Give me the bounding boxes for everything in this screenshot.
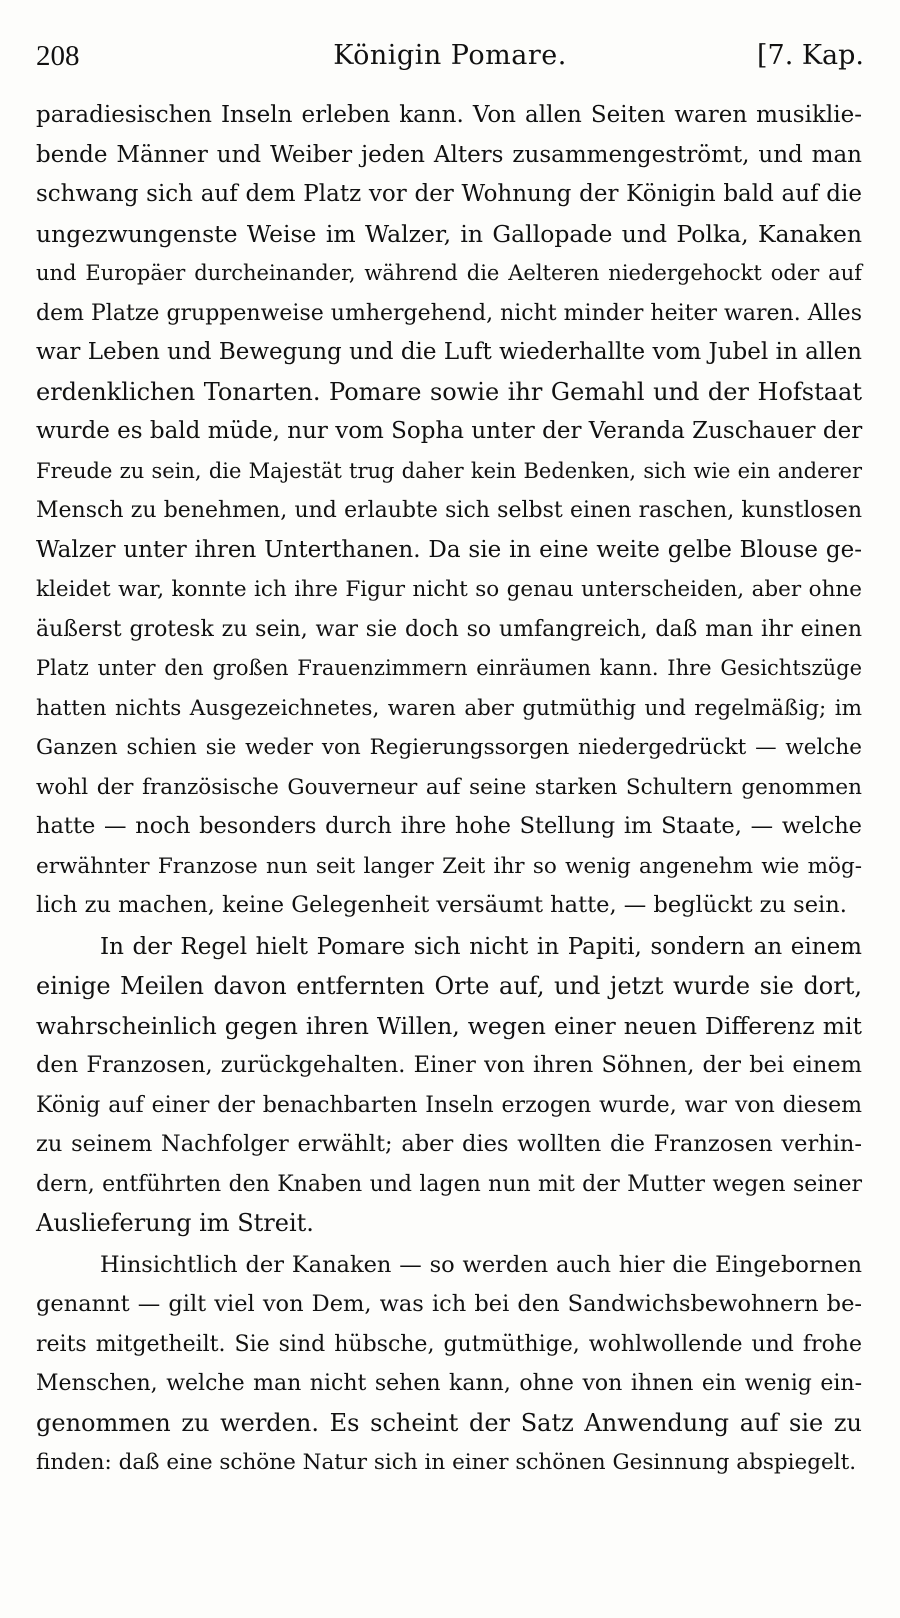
text-line: kleidet war, konnte ich ihre Figur nicht so genau unterscheiden, aber ohne	[36, 577, 862, 602]
text-line: hatte — noch besonders durch ihre hohe Stellung im Staate, — welche	[36, 813, 862, 839]
text-line: Mensch zu benehmen, und erlaubte sich selbst einen raschen, kunstlosen	[36, 498, 862, 523]
text-line: wahrscheinlich gegen ihren Willen, wegen einer neuen Differenz mit	[36, 1011, 862, 1040]
text-line: dern, entführten den Knaben und lagen nun mit der Mutter wegen seiner	[36, 1171, 862, 1197]
text-line: erdenklichen Tonarten. Pomare sowie ihr Gemahl und der Hofstaat	[36, 377, 862, 406]
text-line: schwang sich auf dem Platz vor der Wohnung der Königin bald auf die	[36, 181, 862, 207]
text-line: bende Männer und Weiber jeden Alters zusammengeströmt, und man	[36, 141, 862, 168]
text-line: dem Platze gruppenweise umhergehend, nicht minder heiter waren. Alles	[36, 300, 862, 326]
text-line: wurde es bald müde, nur vom Sopha unter der Veranda Zuschauer der	[36, 418, 863, 444]
text-line: Freude zu sein, die Majestät trug daher kein Bedenken, sich wie ein anderer	[36, 458, 862, 483]
page-header	[36, 36, 864, 76]
text-line: den Franzosen, zurückgehalten. Einer von ihren Söhnen, der bei einem	[36, 1052, 862, 1078]
text-line: erwähnter Franzose nun seit langer Zeit ihr so wenig angenehm wie mög-	[36, 853, 862, 879]
paragraph	[36, 1246, 862, 1483]
text-line: In der Regel hielt Pomare sich nicht in Papiti, sondern an einem	[100, 933, 862, 960]
paragraph	[36, 928, 862, 1244]
text-line: ungezwungenste Weise im Walzer, in Gallopade und Polka, Kanaken	[36, 219, 862, 248]
text-line: äußerst grotesk zu sein, war sie doch so umfangreich, daß man ihr einen	[36, 616, 862, 642]
text-line: genommen zu werden. Es scheint der Satz Anwendung auf sie zu	[36, 1408, 862, 1437]
text-line: reits mitgetheilt. Sie sind hübsche, gutmüthige, wohlwollende und frohe	[36, 1331, 862, 1357]
text-line: einige Meilen davon entfernten Orte auf, und jetzt wurde sie dort,	[36, 972, 862, 1000]
text-line: Walzer unter ihren Unterthanen. Da sie in eine weite gelbe Blouse ge-	[36, 536, 862, 563]
body-text	[36, 96, 862, 1483]
text-line: wohl der französische Gouverneur auf seine starken Schultern genommen	[36, 774, 862, 800]
text-line: zu seinem Nachfolger erwählt; aber dies wollten die Franzosen verhin-	[36, 1131, 862, 1157]
text-line: Hinsichtlich der Kanaken — so werden auch hier die Eingebornen	[100, 1251, 862, 1278]
text-line: Menschen, welche man nicht sehen kann, ohne von ihnen ein wenig ein-	[36, 1371, 862, 1396]
page-number: 208	[36, 40, 80, 72]
text-line: war Leben und Bewegung und die Luft wiederhallte vom Jubel in allen	[36, 339, 862, 365]
text-line: lich zu machen, keine Gelegenheit versäumt hatte, — beglückt zu sein.	[36, 892, 847, 918]
text-line: paradiesischen Inseln erleben kann. Von allen Seiten waren musiklie-	[36, 102, 862, 128]
text-line: Auslieferung im Streit.	[36, 1209, 314, 1237]
text-line: genannt — gilt viel von Dem, was ich bei den Sandwichsbewohnern be-	[36, 1291, 862, 1317]
text-line: und Europäer durcheinander, während die Aelteren niedergehockt oder auf	[36, 261, 862, 285]
chapter-reference: [7. Kap.	[756, 40, 864, 71]
running-title: Königin Pomare.	[333, 40, 567, 71]
text-line: finden: daß eine schöne Natur sich in einer schönen Gesinnung abspiegelt.	[36, 1450, 857, 1475]
paragraph	[36, 96, 862, 926]
text-line: König auf einer der benachbarten Inseln erzogen wurde, war von diesem	[36, 1092, 862, 1118]
text-line: hatten nichts Ausgezeichnetes, waren aber gutmüthig und regelmäßig; im	[36, 695, 862, 721]
text-line: Platz unter den großen Frauenzimmern einräumen kann. Ihre Gesichtszüge	[36, 656, 862, 680]
text-line: Ganzen schien sie weder von Regierungssorgen niedergedrückt — welche	[36, 735, 862, 760]
